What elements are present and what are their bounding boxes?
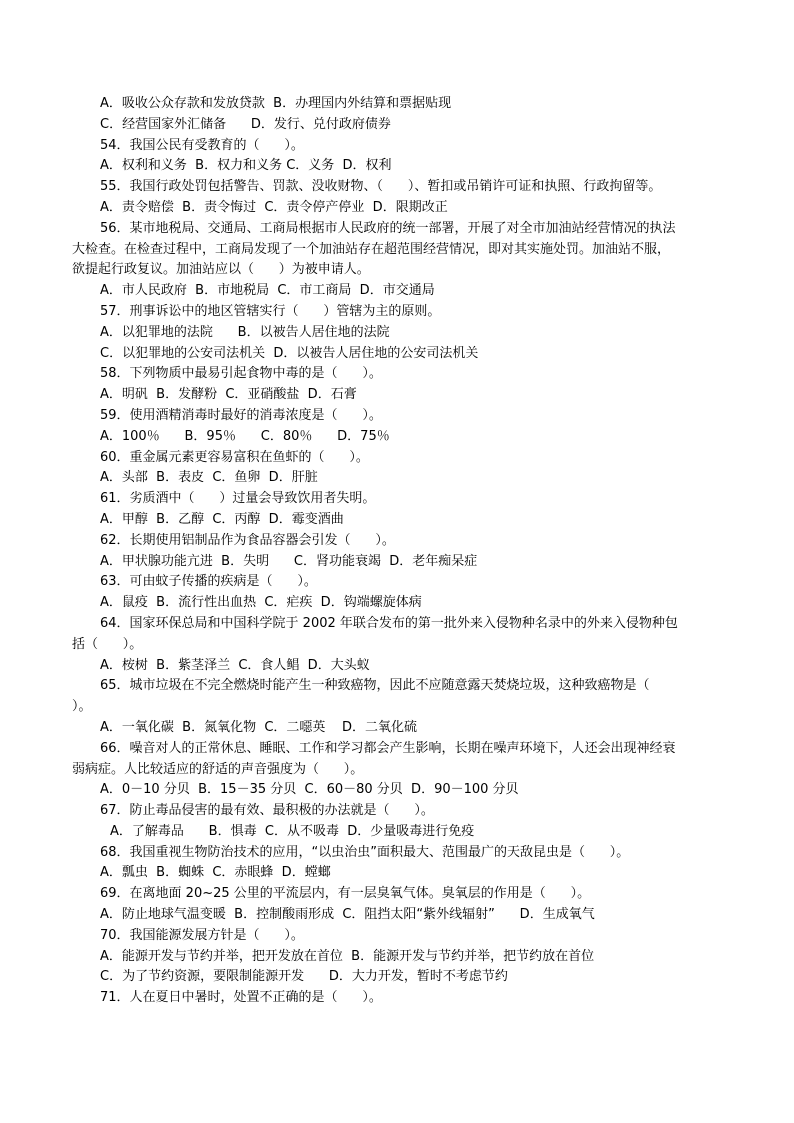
text-line: A．明矾 B．发酵粉 C．亚硝酸盐 D．石膏 (100, 387, 357, 403)
text-line: 70．我国能源发展方针是（ ）。 (100, 927, 304, 943)
text-line: A．桉树 B．紫茎泽兰 C．食人鲳 D．大头蚁 (100, 657, 370, 673)
text-line: 大检查。在检查过程中，工商局发现了一个加油站存在超范围经营情况，即对其实施处罚。加油站不服， (72, 241, 671, 257)
text-line: A．头部 B．表皮 C．鱼卵 D．肝脏 (100, 470, 318, 486)
text-line: 62．长期使用铝制品作为食品容器会引发（ ）。 (100, 532, 395, 548)
text-line: A．权利和义务 B．权力和义务 C．义务 D．权利 (100, 158, 392, 174)
text-line: 60．重金属元素更容易富积在鱼虾的（ ）。 (100, 449, 369, 465)
text-line: A．瓢虫 B．蜘蛛 C．赤眼蜂 D．螳螂 (100, 865, 331, 881)
text-line: A．以犯罪地的法院 B．以被告人居住地的法院 (100, 324, 390, 340)
text-line: A．100％ B．95％ C．80％ D．75％ (100, 428, 390, 444)
text-line: C．为了节约资源，要限制能源开发 D．大力开发，暂时不考虑节约 (100, 969, 508, 985)
text-line: 56．某市地税局、交通局、工商局根据市人民政府的统一部署，开展了对全市加油站经营情况的执法 (100, 220, 676, 236)
text-line: A．一氧化碳 B．氮氧化物 C．二噁英 D．二氧化硫 (100, 719, 417, 735)
text-line: A．吸收公众存款和发放贷款 B．办理国内外结算和票据贴现 (100, 96, 452, 111)
text-line: 65．城市垃圾在不完全燃烧时能产生一种致癌物，因此不应随意露天焚烧垃圾，这种致癌物是（ (100, 678, 650, 694)
text-line: 66．噪音对人的正常休息、睡眠、工作和学习都会产生影响，长期在噪声环境下，人还会出现神经衰 (100, 740, 676, 756)
text-line: 55．我国行政处罚包括警告、罚款、没收财物、（ ）、暂扣或吊销许可证和执照、行政拘留等。 (100, 179, 662, 195)
text-line: 68．我国重视生物防治技术的应用，“以虫治虫”面积最大、范围最广的天敌昆虫是（ ）。 (100, 844, 630, 860)
text-line: A．了解毒品 B．惧毒 C．从不吸毒 D．少量吸毒进行免疫 (110, 823, 475, 839)
text-line: A．防止地球气温变暖 B．控制酸雨形成 C．阻挡太阳“紫外线辐射” D．生成氧气 (100, 907, 595, 923)
text-line: C．以犯罪地的公安司法机关 D．以被告人居住地的公安司法机关 (100, 345, 479, 361)
text-line: C．经营国家外汇储备 D．发行、兑付政府债券 (100, 116, 391, 132)
text-line: A．甲醇 B．乙醇 C．丙醇 D．霉变酒曲 (100, 511, 344, 527)
text-line: 63．可由蚊子传播的疾病是（ ）。 (100, 574, 317, 590)
text-line: A．市人民政府 B．市地税局 C．市工商局 D．市交通局 (100, 283, 435, 299)
question-text-block (72, 94, 724, 1009)
text-line: 64．国家环保总局和中国科学院于 2002 年联合发布的第一批外来入侵物种名录中的外来入侵物种包 (100, 615, 678, 631)
text-line: 58．下列物质中最易引起食物中毒的是（ ）。 (100, 366, 382, 382)
text-line: A．0－10 分贝 B．15－35 分贝 C．60－80 分贝 D．90－100 分贝 (100, 782, 519, 798)
text-line: 71．人在夏日中暑时，处置不正确的是（ ）。 (100, 990, 382, 1006)
text-line: ）。 (72, 699, 92, 715)
text-line: A．甲状腺功能亢进 B．失明 C．肾功能衰竭 D．老年痴呆症 (100, 553, 478, 569)
text-line: A．责令赔偿 B．责令悔过 C．责令停产停业 D．限期改正 (100, 199, 448, 215)
text-line: 弱病症。人比较适应的舒适的声音强度为（ ）。 (72, 761, 364, 777)
text-line: 括（ ）。 (72, 636, 143, 652)
text-line: 67．防止毒品侵害的最有效、最积极的办法就是（ ）。 (100, 803, 434, 819)
text-line: 61．劣质酒中（ ）过量会导致饮用者失明。 (100, 491, 376, 507)
text-line: 59．使用酒精消毒时最好的消毒浓度是（ ）。 (100, 407, 382, 423)
text-line: A．能源开发与节约并举，把开发放在首位 B．能源开发与节约并举，把节约放在首位 (100, 948, 595, 964)
text-line: 69．在离地面 20~25 公里的平流层内，有一层臭氧气体。臭氧层的作用是（ ）。 (100, 886, 591, 902)
text-line: 欲提起行政复议。加油站应以（ ）为被申请人。 (72, 262, 370, 278)
text-line: 54．我国公民有受教育的（ ）。 (100, 137, 304, 153)
text-line: 57．刑事诉讼中的地区管辖实行（ ）管辖为主的原则。 (100, 303, 441, 319)
text-line: A．鼠疫 B．流行性出血热 C．疟疾 D．钩端螺旋体病 (100, 595, 422, 611)
